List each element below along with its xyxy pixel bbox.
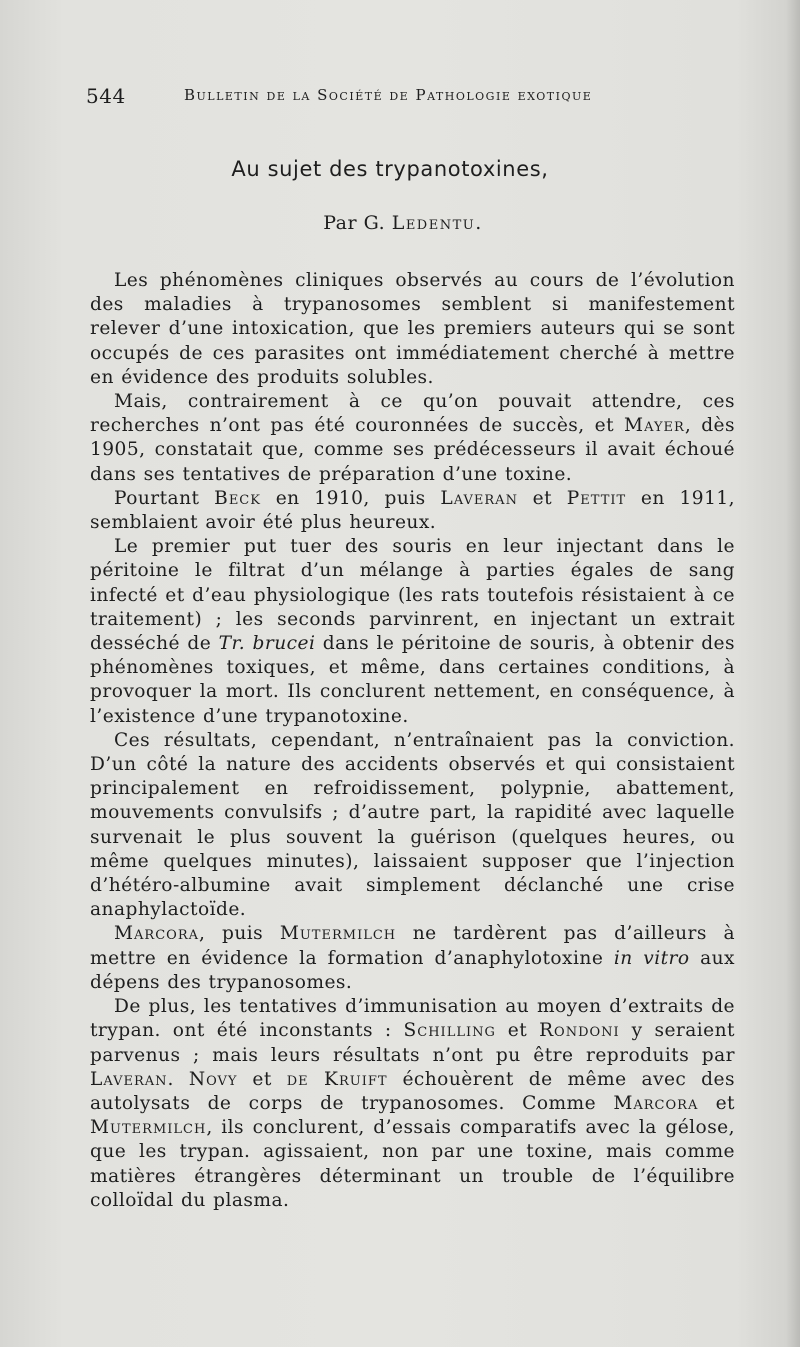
paragraph bbox=[90, 487, 735, 535]
paragraph-text: échouèrent de même avec des autolysats de corps de trypanosomes. Comme bbox=[90, 1068, 735, 1114]
journal-title: Bulletin de la Société de Pathologie exotique bbox=[184, 86, 593, 104]
author-citation: Novy bbox=[188, 1068, 238, 1090]
author-citation: de Kruift bbox=[286, 1068, 388, 1090]
paragraph-text: et bbox=[237, 1068, 287, 1090]
paragraph-text: et bbox=[698, 1092, 735, 1114]
paragraph-text: Les phénomènes cliniques observés au cours de l’évolution des maladies à trypanosomes semblent si manifestement relever d’une intoxication, que les premiers auteurs qui se sont occupés de ces parasites ont immédiatement cherché à mettre en évidence des produits solubles. bbox=[90, 270, 735, 388]
author-citation: Marcora bbox=[114, 923, 199, 945]
paragraph bbox=[90, 535, 735, 729]
page-edge-shadow bbox=[786, 0, 800, 1347]
author-citation: Schilling bbox=[403, 1020, 496, 1042]
paragraph-text: et bbox=[495, 1020, 540, 1042]
author-citation: Mayer bbox=[624, 415, 685, 437]
paragraph-text: dans le péritoine de souris, à obtenir des phénomènes toxiques, et même, dans certaines conditions, à provoquer la mort. Ils conclurent nettement, en conséquence, à l’existence d’une trypanotoxine. bbox=[90, 633, 736, 727]
article-body bbox=[90, 269, 735, 1213]
paragraph-text: Le premier put tuer des souris en leur injectant dans le péritoine le filtrat d’un mélange à parties égales de sang infecté et d’eau physiologique (les rats toutefois résistaient à ce traitement) ; les seconds parvinrent, en injectant un extrait desséché de bbox=[90, 536, 735, 655]
author-citation: Rondoni bbox=[539, 1020, 620, 1042]
author-citation: Mutermilch bbox=[90, 1117, 207, 1139]
author-citation: Laveran bbox=[90, 1068, 168, 1090]
paragraph-text: en 1910, puis bbox=[260, 487, 441, 509]
author-citation: Marcora bbox=[613, 1092, 699, 1114]
paragraph bbox=[90, 922, 735, 995]
paragraph bbox=[90, 390, 735, 487]
paragraph bbox=[90, 269, 735, 390]
italic-term: Tr. brucei bbox=[218, 633, 316, 655]
paragraph-text: . bbox=[167, 1068, 189, 1090]
page-number: 544 bbox=[86, 84, 126, 108]
byline-prefix: Par G. bbox=[323, 212, 392, 234]
running-head bbox=[86, 84, 646, 110]
paragraph-text: De plus, les tentatives d’immunisation au moyen d’extraits de trypan. ont été inconstants : bbox=[90, 996, 735, 1042]
paragraph-text: , dès 1905, constatait que, comme ses prédécesseurs il avait échoué dans ses tentatives de préparation d’une toxine. bbox=[90, 415, 735, 485]
paragraph-text: , puis bbox=[199, 923, 280, 945]
italic-term: in vitro bbox=[613, 947, 690, 969]
author-citation: Laveran bbox=[440, 487, 518, 509]
paragraph bbox=[90, 995, 735, 1213]
paragraph-text: ne tardèrent pas d’ailleurs à mettre en évidence la formation d’anaphylotoxine bbox=[90, 923, 735, 969]
author-citation: Mutermilch bbox=[279, 923, 397, 945]
author-citation: Pettit bbox=[566, 487, 627, 509]
paragraph bbox=[90, 729, 735, 923]
paragraph-text: en 1911, semblaient avoir été plus heureux. bbox=[90, 487, 736, 534]
paragraph-text: aux dépens des trypanosomes. bbox=[90, 947, 735, 993]
byline bbox=[0, 212, 800, 234]
paragraph-text: et bbox=[517, 487, 567, 509]
author-citation: Beck bbox=[214, 487, 261, 509]
paragraph-text: , ils conclurent, d’essais comparatifs avec la gélose, que les trypan. agissaient, non par une toxine, mais comme matières étrangères déterminant un trouble de l’équilibre colloïdal du plasma. bbox=[90, 1117, 735, 1211]
paragraph-text: Ces résultats, cependant, n’entraînaient pas la conviction. D’un côté la nature des accidents observés et qui consistaient principalement en refroidissement, polypnie, abattement, mouvements convulsifs ; d’autre part, la rapidité avec laquelle survenait le plus souvent la guérison (quelques heures, ou même quelques minutes), laissaient supposer que l’injection d’hétéro-albumine avait simplement déclanché une crise anaphylactoïde. bbox=[90, 729, 735, 921]
paragraph-text: Pourtant bbox=[114, 487, 215, 509]
paragraph-text: Mais, contrairement à ce qu’on pouvait attendre, ces recherches n’ont pas été couronnées de succès, et bbox=[90, 391, 735, 437]
paragraph-text: y seraient parvenus ; mais leurs résultats n’ont pu être reproduits par bbox=[90, 1020, 735, 1066]
article-title: Au sujet des trypanotoxines, bbox=[231, 157, 549, 181]
author-name: Ledentu. bbox=[391, 212, 483, 234]
